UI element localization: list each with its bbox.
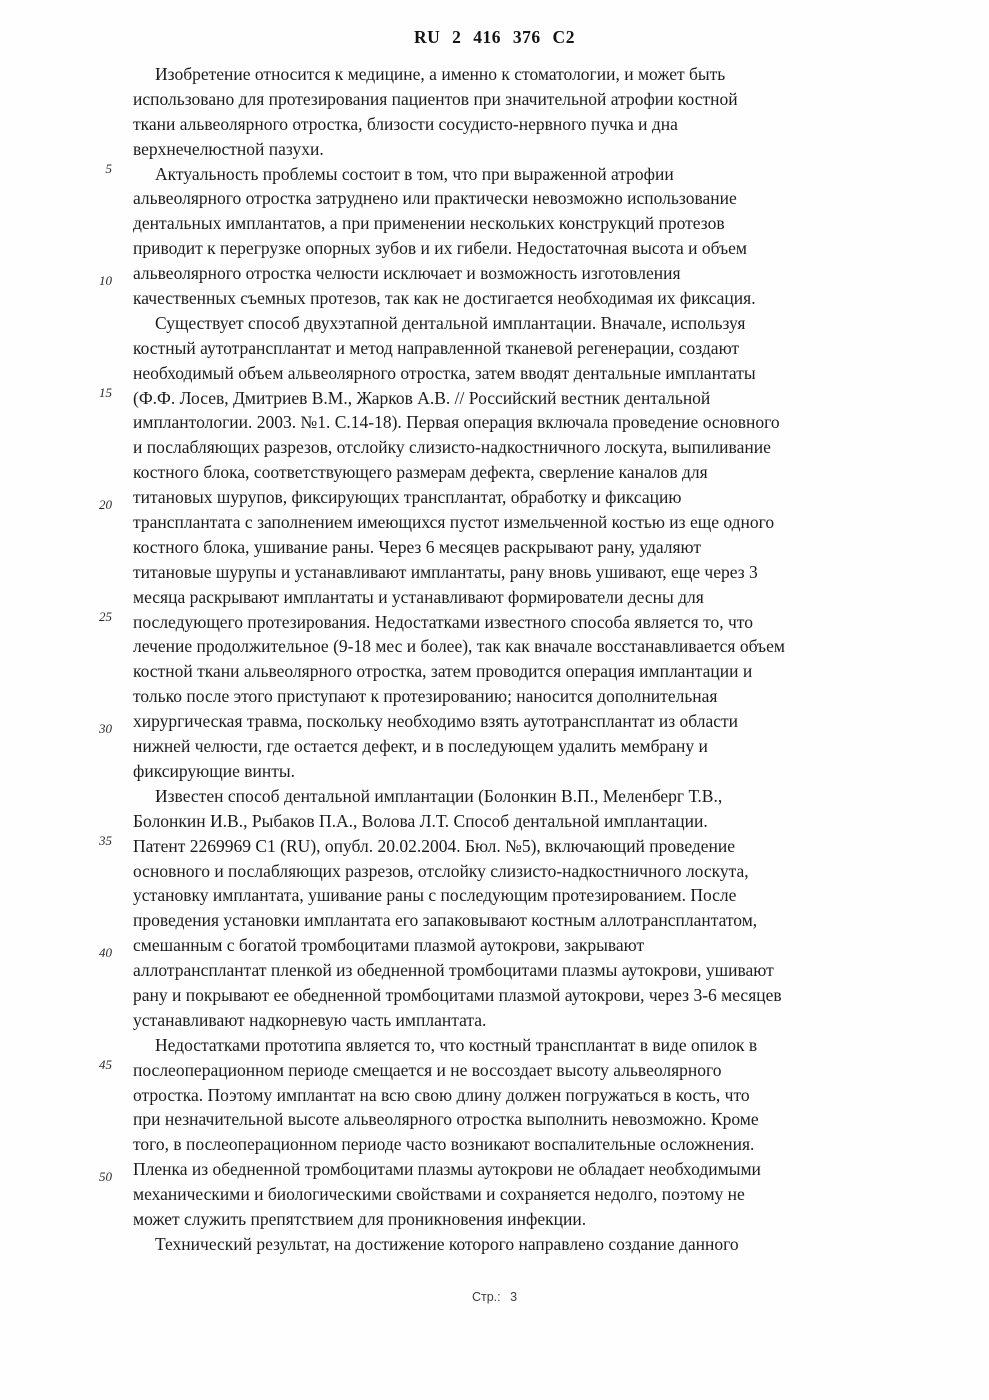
text-line: смешанным с богатой тромбоцитами плазмой аутокрови, закрывают — [133, 935, 645, 956]
text-line: отростка. Поэтому имплантат на всю свою длину должен погружаться в кость, что — [133, 1084, 750, 1105]
text-line: Технический результат, на достижение которого направлено создание данного — [155, 1233, 739, 1254]
text-line: использовано для протезирования пациентов при значительной атрофии костной — [133, 88, 738, 109]
text-line: аллотрансплантат пленкой из обедненной тромбоцитами плазмы аутокрови, ушивают — [133, 960, 774, 981]
text-line: только после этого приступают к протезированию; наносится дополнительная — [133, 686, 718, 707]
text-line: при незначительной высоте альвеолярного отростка выполнить невозможно. Кроме — [133, 1109, 759, 1130]
text-line: ткани альвеолярного отростка, близости сосудисто-нервного пучка и дна — [133, 113, 678, 134]
text-line: Изобретение относится к медицине, а именно к стоматологии, и может быть — [155, 64, 726, 84]
text-line: Существует способ двухэтапной дентальной имплантации. Вначале, используя — [155, 312, 746, 333]
document-number: RU 2 416 376 C2 — [414, 27, 575, 47]
text-line: хирургическая травма, поскольку необходимо взять аутотрансплантат из области — [133, 711, 739, 732]
text-line: механическими и биологическими свойствами и сохраняется недолго, поэтому не — [133, 1184, 745, 1205]
text-line: месяца раскрывают имплантаты и устанавливают формирователи десны для — [133, 586, 704, 607]
text-line: имплантологии. 2003. №1. С.14-18). Первая операция включала проведение основного — [133, 412, 780, 433]
margin-line-number: 30 — [99, 721, 112, 736]
text-line: основного и послабляющих разрезов, отслойку слизисто-надкостничного лоскута, — [133, 860, 749, 881]
text-line: и послабляющих разрезов, отслойку слизисто-надкостничного лоскута, выпиливание — [133, 437, 771, 458]
text-line: рану и покрывают ее обедненной тромбоцитами плазмой аутокрови, через 3-6 месяцев — [133, 984, 782, 1005]
text-line: Пленка из обедненной тромбоцитами плазмы аутокрови не обладает необходимыми — [133, 1159, 761, 1180]
text-line: костного блока, соответствующего размерам дефекта, сверление каналов для — [133, 462, 708, 483]
text-line: Болонкин И.В., Рыбаков П.А., Волова Л.Т. Способ дентальной имплантации. — [133, 810, 708, 831]
text-line: проведения установки имплантата его запаковывают костным аллотрансплантатом, — [133, 910, 758, 931]
text-line: титановые шурупы и устанавливают имплантаты, рану вновь ушивают, еще через 3 — [133, 561, 758, 582]
margin-line-number: 50 — [99, 1169, 112, 1184]
text-line: трансплантата с заполнением имеющихся пустот измельченной костью из еще одного — [133, 512, 775, 533]
text-line: качественных съемных протезов, так как не достигается необходимая их фиксация. — [133, 288, 756, 309]
text-line: Актуальность проблемы состоит в том, что при выраженной атрофии — [155, 163, 674, 184]
text-line: того, в послеоперационном периоде часто возникают воспалительные осложнения. — [133, 1134, 755, 1155]
text-line: фиксирующие винты. — [133, 760, 296, 781]
margin-line-number: 10 — [99, 273, 112, 288]
text-line: Недостатками прототипа является то, что костный трансплантат в виде опилок в — [155, 1034, 758, 1055]
text-line: костного блока, ушивание раны. Через 6 месяцев раскрывают рану, удаляют — [133, 536, 702, 557]
text-line: установку имплантата, ушивание раны с последующим протезированием. После — [133, 885, 737, 906]
text-line: устанавливают надкорневую часть имплантата. — [133, 1009, 487, 1030]
text-line: может служить препятствием для проникновения инфекции. — [133, 1208, 587, 1229]
text-line: Патент 2269969 С1 (RU), опубл. 20.02.2004. Бюл. №5), включающий проведение — [133, 835, 736, 856]
text-line: необходимый объем альвеолярного отростка, затем вводят дентальные имплантаты — [133, 362, 756, 383]
text-line: приводит к перегрузке опорных зубов и их гибели. Недостаточная высота и объем — [133, 238, 747, 259]
text-line: (Ф.Ф. Лосев, Дмитриев В.М., Жарков А.В. // Российский вестник дентальной — [133, 387, 711, 408]
margin-line-number: 40 — [99, 945, 112, 960]
text-line: титановых шурупов, фиксирующих трансплантат, обработку и фиксацию — [133, 487, 682, 508]
text-body — [133, 62, 905, 1257]
margin-line-number: 35 — [99, 833, 112, 848]
margin-line-number: 45 — [99, 1057, 112, 1072]
text-line: последующего протезирования. Недостатками известного способа является то, что — [133, 611, 753, 632]
text-line: костный аутотрансплантат и метод направленной тканевой регенерации, создают — [133, 337, 740, 358]
text-line: лечение продолжительное (9-18 мес и более), так как вначале восстанавливается объем — [133, 636, 785, 657]
text-line: Известен способ дентальной имплантации (Болонкин В.П., Меленберг Т.В., — [155, 785, 723, 806]
text-line: костной ткани альвеолярного отростка, затем проводится операция имплантации и — [133, 661, 753, 682]
text-line: дентальных имплантатов, а при применении нескольких конструкций протезов — [133, 213, 725, 234]
text-line: альвеолярного отростка затруднено или практически невозможно использование — [133, 188, 737, 209]
page-number: Стр.: 3 — [471, 1290, 518, 1304]
text-line: альвеолярного отростка челюсти исключает и возможность изготовления — [133, 263, 681, 284]
margin-line-number: 15 — [99, 385, 112, 400]
text-line: верхнечелюстной пазухи. — [133, 138, 324, 159]
margin-line-number: 5 — [105, 161, 112, 176]
text-line: нижней челюсти, где остается дефект, и в последующем удалить мембрану и — [133, 736, 708, 757]
margin-line-number: 20 — [99, 497, 112, 512]
line-number-margin — [88, 0, 112, 1400]
text-line: послеоперационном периоде смещается и не воссоздает высоту альвеолярного — [133, 1059, 722, 1080]
margin-line-number: 25 — [99, 609, 112, 624]
